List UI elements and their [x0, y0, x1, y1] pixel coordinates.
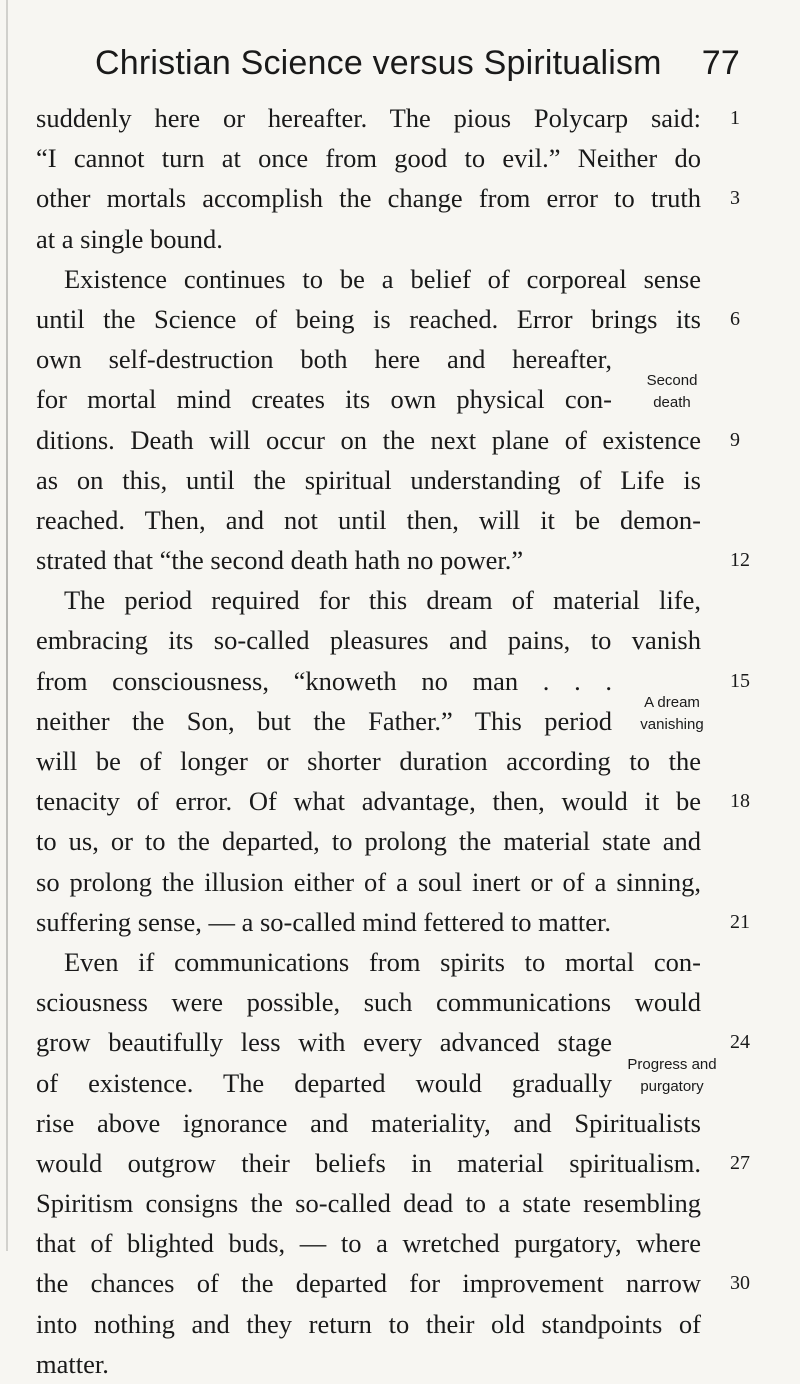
text-line: matter. [36, 1348, 109, 1379]
sidenote-progress-and-purgatory: Progress and purgatory [627, 1056, 717, 1095]
text-line: Existence continues to be a belief of corporeal sense [64, 263, 701, 294]
line-number: 3 [730, 187, 740, 210]
text-line: that of blighted buds, — to a wretched purgatory, where [36, 1228, 701, 1259]
text-line: suddenly here or hereafter. The pious Polycarp said: 1 [36, 98, 701, 138]
line-number: 30 [730, 1272, 750, 1295]
text-line: embracing its so-called pleasures and pains, to vanish [36, 625, 701, 656]
line-number: 6 [730, 307, 740, 330]
text-line: at a single bound. [36, 223, 223, 254]
text-line: neither the Son, but the Father.” This period [36, 705, 612, 736]
page-number: 77 [701, 44, 740, 82]
text-line: suffering sense, — a so-called mind fettered to matter. 21 [36, 902, 701, 942]
text-line: reached. Then, and not until then, will it be demon- [36, 504, 701, 535]
line-number: 18 [730, 790, 750, 813]
text-line: into nothing and they return to their old standpoints of [36, 1308, 701, 1339]
running-header [95, 44, 740, 92]
text-line: to us, or to the departed, to prolong the material state and [36, 826, 701, 857]
text-line: other mortals accomplish the change from error to truth 3 [36, 178, 701, 218]
text-line: sciousness were possible, such communications would [36, 987, 701, 1018]
sidenote-second-death: Second death [646, 372, 698, 411]
text-line: until the Science of being is reached. Error brings its 6 [36, 299, 701, 339]
text-line: “I cannot turn at once from good to evil.” Neither do [36, 143, 701, 174]
text-line: ditions. Death will occur on the next plane of existence 9 [36, 420, 701, 460]
text-line: tenacity of error. Of what advantage, then, would it be 18 [36, 781, 701, 821]
text-line: of existence. The departed would gradually [36, 1067, 612, 1098]
text-line: Spiritism consigns the so-called dead to a state resembling [36, 1188, 701, 1219]
body-text [36, 98, 750, 1384]
text-line: grow beautifully less with every advanced stage 24 [36, 1022, 701, 1062]
line-number: 21 [730, 910, 750, 933]
text-line: the chances of the departed for improvement narrow 30 [36, 1263, 701, 1303]
text-line: The period required for this dream of material life, [64, 585, 701, 616]
line-number: 12 [730, 549, 750, 572]
text-line: so prolong the illusion either of a soul inert or of a sinning, [36, 866, 701, 897]
text-line: Even if communications from spirits to mortal con- [64, 946, 701, 977]
line-number: 15 [730, 669, 750, 692]
text-line: own self-destruction both here and hereafter, [36, 344, 612, 375]
line-number: 9 [730, 428, 740, 451]
text-line: will be of longer or shorter duration according to the [36, 746, 701, 776]
text-line: strated that “the second death hath no power.” 12 [36, 540, 701, 580]
line-number: 24 [730, 1031, 750, 1054]
line-number: 27 [730, 1151, 750, 1174]
text-line: rise above ignorance and materiality, and Spiritualists [36, 1107, 701, 1138]
text-line: would outgrow their beliefs in material spiritualism. 27 [36, 1143, 701, 1183]
text-line: as on this, until the spiritual understanding of Life is [36, 464, 701, 495]
sidenote-a-dream-vanishing: A dream vanishing [640, 694, 704, 733]
running-title: Christian Science versus Spiritualism [95, 44, 662, 82]
binding-edge [6, 0, 8, 1251]
line-number: 1 [730, 107, 740, 129]
text-line: for mortal mind creates its own physical con- [36, 384, 612, 415]
text-line: from consciousness, “knoweth no man . . . 15 [36, 661, 701, 701]
